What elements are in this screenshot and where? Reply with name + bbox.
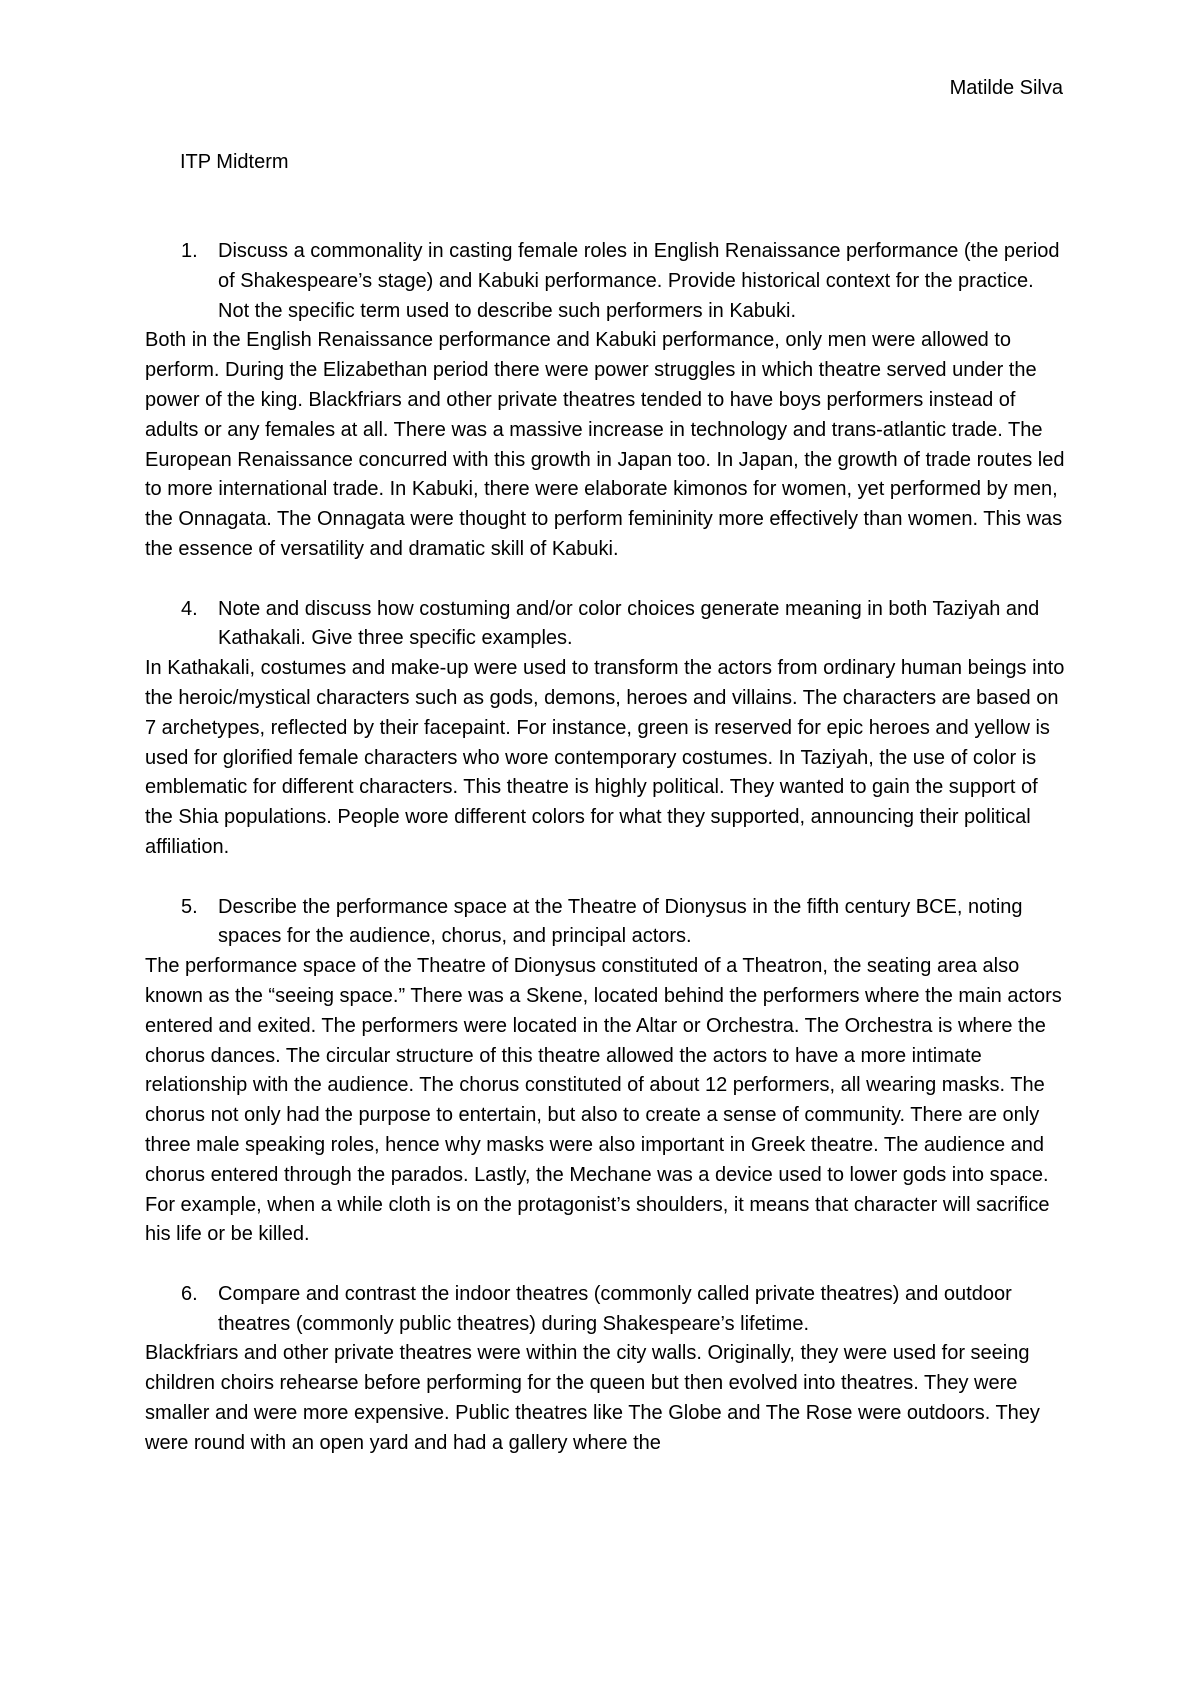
answer-paragraph: Both in the English Renaissance performance and Kabuki performance, only men were allowed to perform. During the Elizabethan period there were power struggles in which theatre served under the power of the king. Blackfriars and other private theatres tended to have boys performers instead of adults or any females at all. There was a massive increase in technology and trans-atlantic trade. The European Renaissance concurred with this growth in Japan too. In Japan, the growth of trade routes led to more international trade. In Kabuki, there were elaborate kimonos for women, yet performed by men, the Onnagata. The Onnagata were thought to perform femininity more effectively than women. This was the essence of versatility and dramatic skill of Kabuki. bbox=[145, 329, 1065, 560]
question-6 bbox=[145, 1280, 1070, 1340]
author-name: Matilde Silva bbox=[949, 77, 1063, 99]
question-prompt: Discuss a commonality in casting female roles in English Renaissance performance (the period of Shakespeare’s stage) and Kabuki performance. Provide historical context for the practice. Not the specific term used to describe such performers in Kabuki. bbox=[218, 240, 1060, 322]
answer-paragraph: The performance space of the Theatre of Dionysus constituted of a Theatron, the seating area also known as the “seeing space.” There was a Skene, located behind the performers where the main actors entered and exited. The performers were located in the Altar or Orchestra. The Orchestra is where the chorus dances. The circular structure of this theatre allowed the actors to have a more intimate relationship with the audience. The chorus constituted of about 12 performers, all wearing masks. The chorus not only had the purpose to entertain, but also to create a sense of community. There are only three male speaking roles, hence why masks were also important in Greek theatre. The audience and chorus entered through the parados. Lastly, the Mechane was a device used to lower gods into space. For example, when a while cloth is on the protagonist’s shoulders, it means that character will sacrifice his life or be killed. bbox=[145, 955, 1062, 1246]
document-body bbox=[145, 237, 1070, 1459]
question-4 bbox=[145, 595, 1070, 655]
question-prompt: Note and discuss how costuming and/or color choices generate meaning in both Taziyah and Kathakali. Give three specific examples. bbox=[218, 597, 1040, 650]
question-5 bbox=[145, 893, 1070, 953]
answer-paragraph: Blackfriars and other private theatres were within the city walls. Originally, they were used for seeing children choirs rehearse before performing for the queen but then evolved into theatres. They were smaller and were more expensive. Public theatres like The Globe and The Rose were outdoors. They were round with an open yard and had a gallery where the bbox=[145, 1342, 1040, 1454]
document-title: ITP Midterm bbox=[180, 151, 289, 173]
answer-paragraph: In Kathakali, costumes and make-up were used to transform the actors from ordinary human beings into the heroic/mystical characters such as gods, demons, heroes and villains. The characters are based on 7 archetypes, reflected by their facepaint. For instance, green is reserved for epic heroes and yellow is used for glorified female characters who wore contemporary costumes. In Taziyah, the use of color is emblematic for different characters. This theatre is highly political. They wanted to gain the support of the Shia populations. People wore different colors for what they supported, announcing their political affiliation. bbox=[145, 657, 1065, 858]
question-number: 4. bbox=[181, 597, 198, 620]
question-prompt: Compare and contrast the indoor theatres (commonly called private theatres) and outdoor theatres (commonly public theatres) during Shakespeare’s lifetime. bbox=[218, 1282, 1012, 1335]
question-number: 1. bbox=[181, 240, 198, 262]
question-number: 5. bbox=[181, 895, 198, 918]
question-prompt: Describe the performance space at the Theatre of Dionysus in the fifth century BCE, noting spaces for the audience, chorus, and principal actors. bbox=[218, 895, 1023, 948]
question-1 bbox=[145, 237, 1070, 326]
question-number: 6. bbox=[181, 1282, 198, 1305]
